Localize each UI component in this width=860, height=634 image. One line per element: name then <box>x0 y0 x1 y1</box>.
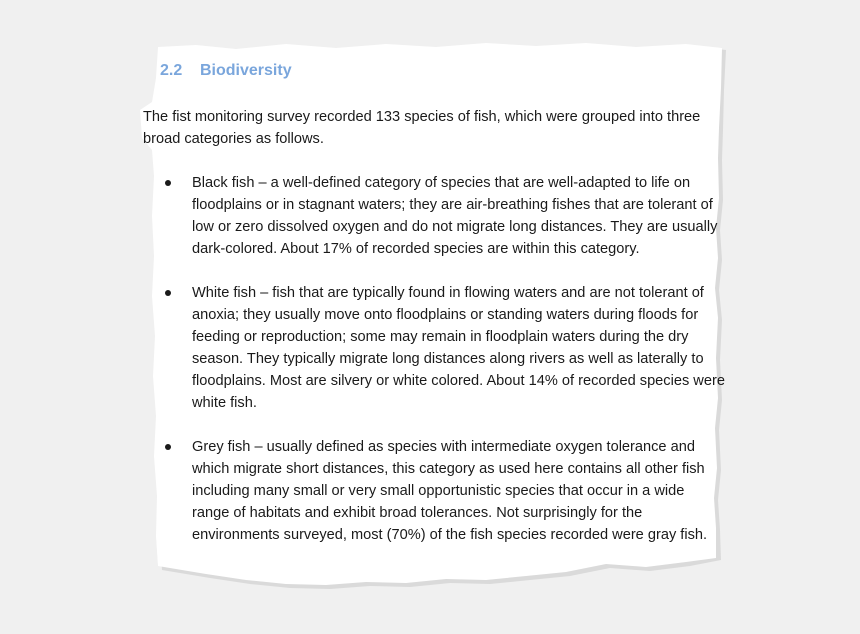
bullet-text: Grey fish – usually defined as species with intermediate oxygen tolerance and which migrate short distances, this category as used here contains all other fish including many small or very small opportunistic species that occur in a wide range of habitats and exhibit broad tolerances. Not surprisingly for the environments surveyed, most (70%) of the fish species recorded were gray fish. <box>192 439 708 543</box>
list-item-grey-fish <box>165 436 725 546</box>
fish-category-list <box>165 172 725 568</box>
section-heading <box>160 62 292 80</box>
list-item-white-fish <box>165 282 725 414</box>
intro-paragraph: The fist monitoring survey recorded 133 species of fish, which were grouped into three broad categories as follows. <box>143 109 701 147</box>
bullet-text: Black fish – a well-defined category of species that are well-adapted to life on floodplains or in stagnant waters; they are air-breathing fishes that are tolerant of low or zero dissolved oxygen and do not migrate long distances. They are usually dark-colored. About 17% of recorded species are within this category. <box>192 175 718 257</box>
bullet-icon <box>165 180 171 186</box>
bullet-text: White fish – fish that are typically found in flowing waters and are not tolerant of anoxia; they usually move onto floodplains or standing waters during floods for feeding or reproduction; some may remain in floodplain waters during the dry season. They typically migrate long distances along rivers as well as laterally to floodplains. Most are silvery or white colored. About 14% of recorded species were white fish. <box>192 285 725 411</box>
bullet-icon <box>165 444 171 450</box>
section-number: 2.2 <box>160 62 183 79</box>
section-title: Biodiversity <box>200 62 292 79</box>
bullet-icon <box>165 290 171 296</box>
list-item-black-fish <box>165 172 725 260</box>
